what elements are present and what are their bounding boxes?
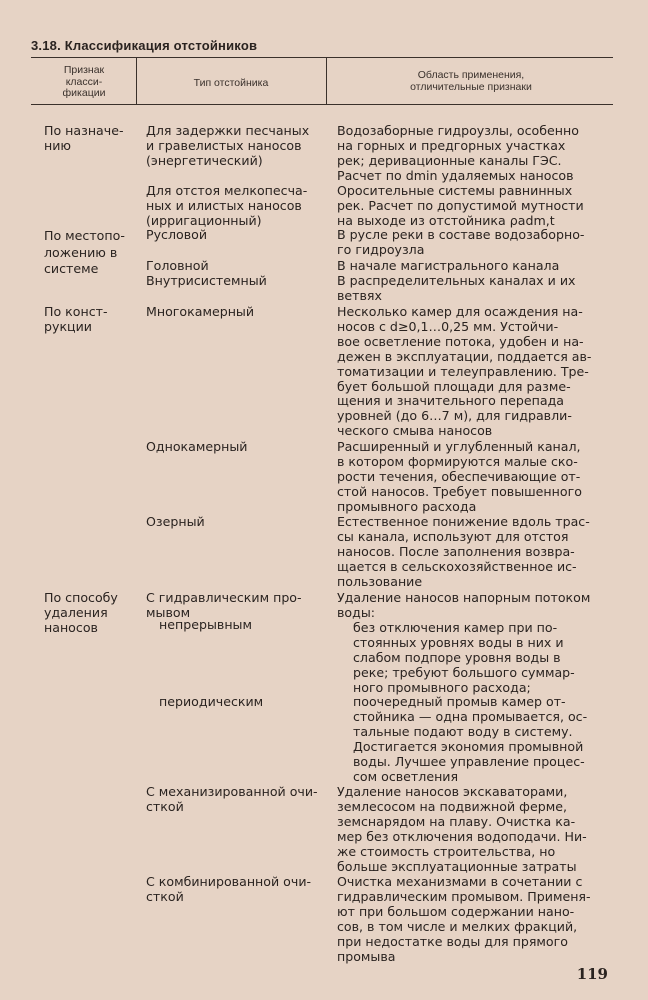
row-sign: По способу удаления наносов	[44, 590, 118, 635]
row-subtype: периодическим	[159, 694, 264, 709]
row-desc: Удаление наносов напорным потоком воды:	[337, 590, 591, 620]
row-desc: В распределительных каналах и их ветвях	[337, 273, 576, 303]
header-divider-2	[326, 58, 327, 104]
row-desc: Водозаборные гидроузлы, особенно на горных и предгорных участках рек; деривационные каналы ГЭС. Расчет по dmin удаляемых наносов	[337, 123, 579, 183]
row-type: Для отстоя мелкопесча- ных и илистых наносов (ирригационный)	[146, 183, 308, 228]
row-desc: Несколько камер для осаждения на- носов с d≥0,1…0,25 мм. Устойчи- вое осветление потока, удобен и на- дежен в эксплуатации, поддается ав- томатизации и телеуправлению. Тре- бует большой площади для разме- щения и значительного перепада уровней (до 6…7 м), для гидравли- ческого смыва наносов	[337, 304, 592, 439]
row-type: Русловой	[146, 227, 208, 242]
header-col-type: Тип отстойника	[193, 77, 269, 89]
header-divider-1	[136, 58, 137, 104]
row-desc: Оросительные системы равнинных рек. Расчет по допустимой мутности на выходе из отстойника ρadm,t	[337, 183, 584, 228]
row-type: С гидравлическим про- мывом	[146, 590, 302, 620]
row-desc: без отключения камер при по- стоянных уровнях воды в них и слабом подпоре уровня воды в реке; требуют большого суммар- ного промывного расхода;	[353, 620, 575, 695]
row-sign: По назначе- нию	[44, 123, 124, 153]
header-col-sign: Признак класси- фикации	[62, 64, 106, 99]
row-desc: Очистка механизмами в сочетании с гидравлическим промывом. Применя- ют при большом содержании нано- сов, в том числе и мелких фракций, при недостатке воды для прямого промыва	[337, 874, 591, 964]
row-sign: По конст- рукции	[44, 304, 108, 334]
row-sign: По местопо- ложению в системе	[44, 228, 125, 276]
row-type: С механизированной очи- сткой	[146, 784, 318, 814]
row-desc: Удаление наносов экскаваторами, землесосом на подвижной ферме, земснарядом на плаву. Очистка ка- мер без отключения водоподачи. Ни- же стоимость строительства, но больше эксплуатационные затраты	[337, 784, 587, 874]
header-top-rule	[31, 57, 613, 58]
row-type: С комбинированной очи- сткой	[146, 874, 312, 904]
row-type: Внутрисистемный	[146, 273, 267, 288]
table-title: 3.18. Классификация отстойников	[31, 38, 258, 53]
row-type: Для задержки песчаных и гравелистых наносов (энергетический)	[146, 123, 310, 168]
row-type: Однокамерный	[146, 439, 248, 454]
header-col-area: Область применения, отличительные признаки	[410, 69, 532, 93]
page-number: 119	[576, 965, 608, 983]
row-type: Головной	[146, 258, 209, 273]
row-desc: Расширенный и углубленный канал, в котором формируются малые ско- рости течения, обеспечивающие от- стой наносов. Требует повышенного промывного расхода	[337, 439, 582, 514]
row-desc: Естественное понижение вдоль трас- сы канала, используют для отстоя наносов. После заполнения возвра- щается в сельскохозяйственное ис- пользование	[337, 514, 590, 589]
row-desc: В русле реки в составе водозаборно- го гидроузла	[337, 227, 585, 257]
row-desc: В начале магистрального канала	[337, 258, 560, 273]
header-bottom-rule	[31, 104, 613, 105]
row-type: Многокамерный	[146, 304, 255, 319]
row-desc: поочередный промыв камер от- стойника — одна промывается, ос- тальные подают воду в систему. Достигается экономия промывной воды. Лучшее управление процес- сом осветления	[353, 694, 588, 784]
row-subtype: непрерывным	[159, 617, 252, 632]
row-type: Озерный	[146, 514, 205, 529]
